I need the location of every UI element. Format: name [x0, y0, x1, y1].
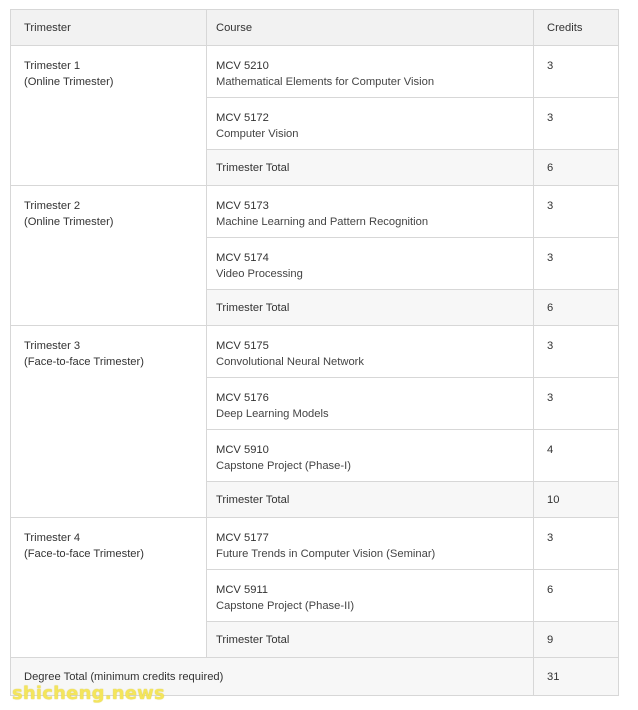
trimester-total-value: 10: [534, 482, 619, 518]
trimester-cell: [11, 186, 207, 326]
trimester-name: Trimester 1: [24, 60, 81, 72]
header-course: Course: [207, 10, 534, 46]
trimester-total-label: Trimester Total: [207, 150, 534, 186]
trimester-total-value: 9: [534, 622, 619, 658]
trimester-total-label: Trimester Total: [207, 290, 534, 326]
course-title: Capstone Project (Phase-I): [216, 460, 351, 472]
trimester-cell: [11, 518, 207, 658]
course-title: Convolutional Neural Network: [216, 356, 364, 368]
course-code: MCV 5172: [216, 112, 269, 124]
course-title: Machine Learning and Pattern Recognition: [216, 216, 429, 228]
trimester-name: Trimester 2: [24, 200, 81, 212]
credits-cell: 3: [534, 46, 619, 98]
table-row: [11, 518, 619, 570]
trimester-name: Trimester 3: [24, 340, 81, 352]
header-trimester: Trimester: [11, 10, 207, 46]
course-title: Computer Vision: [216, 128, 299, 140]
course-cell: [207, 430, 534, 482]
trimester-total-value: 6: [534, 150, 619, 186]
trimester-total-value: 6: [534, 290, 619, 326]
watermark: shicheng.news: [12, 683, 165, 704]
credits-cell: 3: [534, 238, 619, 290]
table-row: [11, 186, 619, 238]
trimester-cell: [11, 46, 207, 186]
course-cell: [207, 518, 534, 570]
trimester-mode: (Online Trimester): [24, 216, 114, 228]
credits-cell: 3: [534, 326, 619, 378]
course-cell: [207, 186, 534, 238]
course-title: Future Trends in Computer Vision (Seminar): [216, 548, 436, 560]
course-code: MCV 5176: [216, 392, 269, 404]
credits-cell: 4: [534, 430, 619, 482]
course-cell: [207, 46, 534, 98]
trimester-name: Trimester 4: [24, 532, 81, 544]
table-row: [11, 46, 619, 98]
trimester-mode: (Online Trimester): [24, 76, 114, 88]
course-cell: [207, 326, 534, 378]
course-code: MCV 5911: [216, 584, 269, 596]
course-code: MCV 5910: [216, 444, 269, 456]
trimester-mode: (Face-to-face Trimester): [24, 548, 144, 560]
header-credits: Credits: [534, 10, 619, 46]
trimester-total-label: Trimester Total: [207, 482, 534, 518]
course-code: MCV 5177: [216, 532, 269, 544]
credits-cell: 6: [534, 570, 619, 622]
course-title: Deep Learning Models: [216, 408, 329, 420]
course-code: MCV 5175: [216, 340, 269, 352]
curriculum-table: [10, 9, 619, 696]
header-row: [11, 10, 619, 46]
trimester-cell: [11, 326, 207, 518]
course-title: Video Processing: [216, 268, 303, 280]
course-code: MCV 5210: [216, 60, 269, 72]
credits-cell: 3: [534, 98, 619, 150]
credits-cell: 3: [534, 186, 619, 238]
table-row: [11, 326, 619, 378]
course-title: Capstone Project (Phase-II): [216, 600, 355, 612]
course-code: MCV 5173: [216, 200, 269, 212]
credits-cell: 3: [534, 378, 619, 430]
credits-cell: 3: [534, 518, 619, 570]
course-title: Mathematical Elements for Computer Vision: [216, 76, 435, 88]
degree-total-label: Degree Total (minimum credits required): [11, 658, 534, 696]
course-cell: [207, 378, 534, 430]
course-code: MCV 5174: [216, 252, 269, 264]
course-cell: [207, 238, 534, 290]
degree-total-value: 31: [534, 658, 619, 696]
course-cell: [207, 570, 534, 622]
course-cell: [207, 98, 534, 150]
trimester-mode: (Face-to-face Trimester): [24, 356, 144, 368]
trimester-total-label: Trimester Total: [207, 622, 534, 658]
